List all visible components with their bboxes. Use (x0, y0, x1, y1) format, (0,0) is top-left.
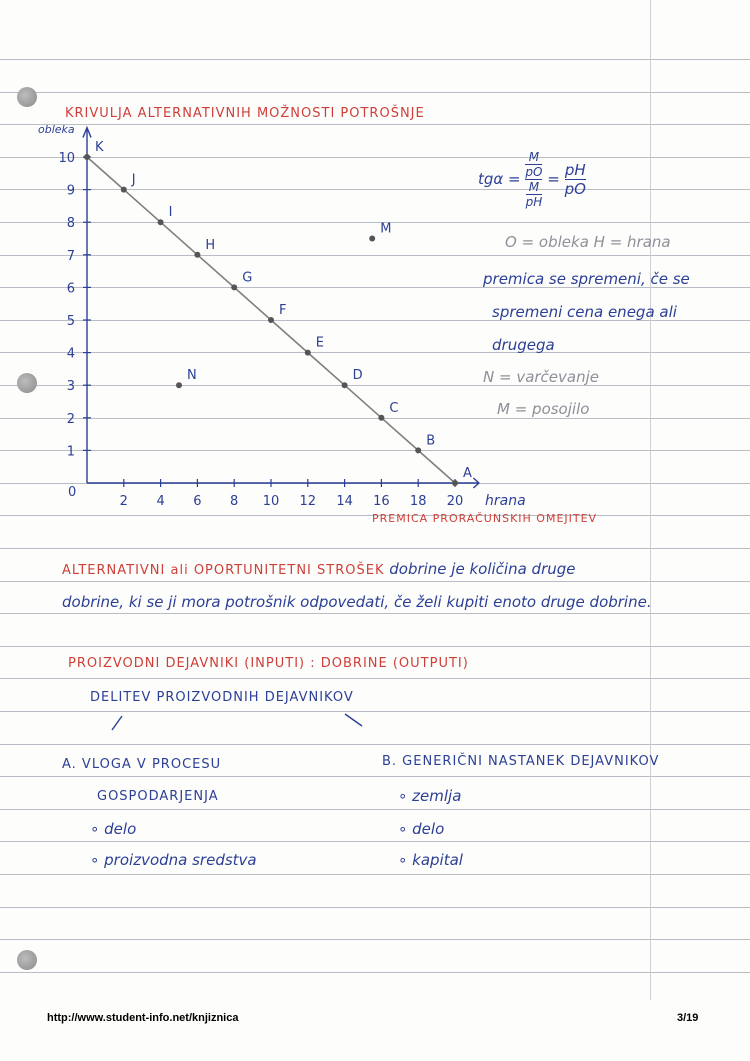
y-tick-label: 8 (66, 216, 75, 232)
x-tick-label: 20 (446, 494, 464, 509)
point-label: A (463, 466, 472, 481)
section-b-item: ∘ delo (398, 820, 445, 838)
origin-label: 0 (68, 485, 77, 500)
y-tick-label: 2 (66, 411, 75, 427)
point-label: F (279, 303, 287, 318)
section-a-title-2: GOSPODARJENJA (97, 789, 219, 804)
note-m: M = posojilo (497, 400, 590, 418)
x-tick-label: 8 (230, 494, 239, 509)
point-label: I (168, 205, 173, 221)
legend-oh: O = obleka H = hrana (505, 233, 671, 251)
formula-lhs: tgα = (478, 170, 521, 188)
y-axis-label: obleka (38, 123, 75, 136)
note-n: N = varčevanje (483, 368, 600, 386)
section-b-item: ∘ kapital (398, 851, 463, 869)
y-tick-label: 5 (66, 314, 75, 329)
note-line: spremeni cena enega ali (492, 303, 677, 321)
point-label: H (205, 237, 216, 253)
formula-equals: = (547, 170, 560, 188)
section-a-title: A. VLOGA V PROCESU (62, 757, 222, 772)
section-a-item: ∘ proizvodna sredstva (90, 851, 257, 869)
point-label: K (95, 140, 104, 155)
y-tick-label: 1 (66, 444, 75, 460)
x-tick-label: 14 (336, 494, 353, 509)
factors-heading: PROIZVODNI DEJAVNIKI (INPUTI) : DOBRINE (OUTPUTI) (68, 656, 469, 671)
definition-line-2: dobrine, ki se ji mora potrošnik odpovedati, če želi kupiti enoto druge dobrine. (62, 593, 652, 611)
factors-subheading: DELITEV PROIZVODNIH DEJAVNIKOV (90, 690, 354, 705)
point-label: E (315, 335, 325, 351)
x-tick-label: 12 (299, 494, 317, 509)
footer-url[interactable]: http://www.student-info.net/knjiznica (47, 1012, 239, 1024)
formula-text: pO (525, 165, 543, 179)
y-tick-label: 9 (66, 183, 75, 199)
section-b-title: B. GENERIČNI NASTANEK DEJAVNIKOV (382, 754, 660, 769)
point-label: B (426, 433, 436, 449)
chart-title: KRIVULJA ALTERNATIVNIH MOŽNOSTI POTROŠNJE (65, 106, 425, 121)
y-tick-label: 6 (66, 281, 75, 297)
x-tick-label: 4 (156, 494, 165, 509)
x-tick-label: 2 (119, 494, 128, 509)
page-number: 3/19 (677, 1012, 699, 1024)
y-tick-label: 4 (66, 346, 75, 362)
budget-line-label: PREMICA PRORAČUNSKIH OMEJITEV (372, 512, 598, 525)
section-b-item: ∘ zemlja (398, 787, 462, 805)
x-tick-label: 6 (193, 494, 202, 509)
formula-text: pH (564, 161, 586, 179)
y-tick-label: 3 (66, 379, 75, 395)
y-tick-label: 10 (58, 151, 75, 166)
x-tick-label: 16 (373, 494, 390, 509)
formula-text: pH (525, 195, 543, 209)
formula-text: pO (564, 180, 586, 198)
definition-term: ALTERNATIVNI ali OPORTUNITETNI STROŠEK (62, 563, 385, 578)
y-tick-label: 7 (66, 248, 75, 264)
point-label: N (187, 368, 197, 384)
point-label: M (380, 221, 392, 237)
point-label: G (242, 270, 253, 286)
x-axis-label: hrana (485, 493, 526, 509)
x-tick-label: 18 (409, 494, 427, 509)
x-tick-label: 10 (262, 494, 280, 509)
note-line: drugega (492, 336, 555, 354)
point-label: C (389, 400, 399, 416)
definition-text: dobrine je količina druge (389, 560, 576, 578)
formula-text: M (528, 150, 540, 164)
point-label: D (352, 368, 363, 384)
section-a-item: ∘ delo (90, 820, 137, 838)
note-line: premica se spremeni, če se (483, 270, 690, 288)
point-label: J (131, 172, 136, 188)
formula-text: M (528, 180, 540, 194)
